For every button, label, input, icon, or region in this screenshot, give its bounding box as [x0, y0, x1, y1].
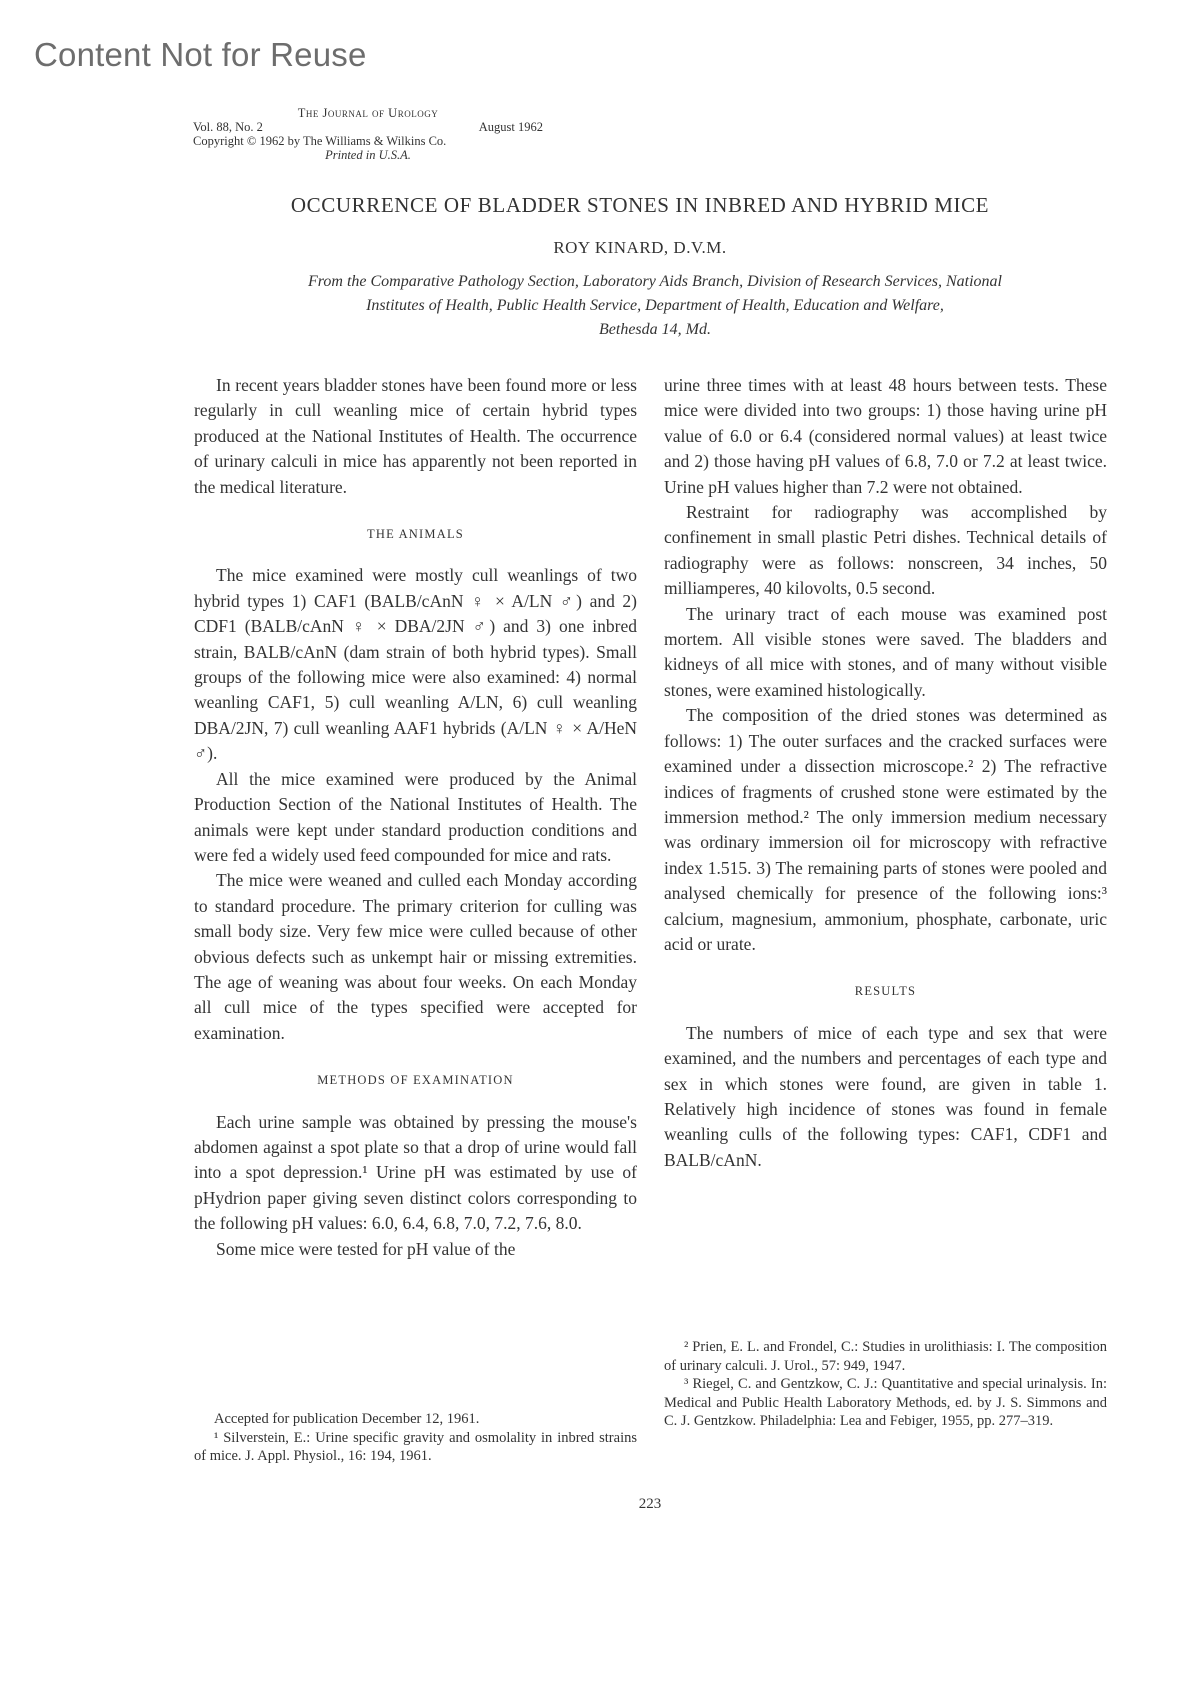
right-column [664, 373, 1107, 1173]
journal-copyright: Copyright © 1962 by The Williams & Wilkins Co. [193, 134, 447, 148]
footnote: ³ Riegel, C. and Gentzkow, C. J.: Quantitative and special urinalysis. In: Medical and Public Health Laboratory Methods, ed. by J. S. Simmons and C. J. Gentzkow. Philadelphia: Lea and Febiger, 1955, pp. 277–319. [664, 1376, 1107, 1429]
journal-volume: Vol. 88, No. 2 [193, 120, 263, 134]
affiliation-line: From the Comparative Pathology Section, Laboratory Aids Branch, Division of Research Services, National [308, 273, 1002, 290]
body-paragraph: The mice were weaned and culled each Monday according to standard procedure. The primary criterion for culling was small body size. Very few mice were culled because of other obvious defects such as unkempt hair or missing extremities. The age of weaning was about four weeks. On each Monday all cull mice of the types specified were accepted for examination. [194, 870, 637, 1043]
section-heading-methods: METHODS OF EXAMINATION [317, 1073, 514, 1088]
body-paragraph: The urinary tract of each mouse was examined post mortem. All visible stones were saved. The bladders and kidneys of all mice with stones, and of many without visible stones, were examined histologically. [664, 603, 1107, 700]
body-paragraph: Some mice were tested for pH value of the [216, 1238, 516, 1259]
footnote: ¹ Silverstein, E.: Urine specific gravity and osmolality in inbred strains of mice. J. Appl. Physiol., 16: 194, 1961. [194, 1429, 637, 1464]
article-author: ROY KINARD, D.V.M. [553, 238, 727, 257]
section-heading-results: RESULTS [854, 984, 917, 999]
footnote: ² Prien, E. L. and Frondel, C.: Studies in urolithiasis: I. The composition of urinary calculi. J. Urol., 57: 949, 1947. [664, 1339, 1107, 1374]
article-affiliation [190, 270, 1120, 342]
body-paragraph: Each urine sample was obtained by pressing the mouse's abdomen against a spot plate so that a drop of urine would fall into a spot depression.¹ Urine pH was estimated by use of pHydrion paper giving seven distinct colors corresponding to the following pH values: 6.0, 6.4, 6.8, 7.0, 7.2, 7.6, 8.0. [194, 1111, 637, 1234]
affiliation-line: Institutes of Health, Public Health Service, Department of Health, Education and Welfare, [366, 297, 944, 314]
body-paragraph: Restraint for radiography was accomplished by confinement in small plastic Petri dishes. Technical details of radiography were as follows: nonscreen, 34 inches, 50 milliamperes, 40 kilovolts, 0.5 second. [664, 502, 1107, 599]
journal-name: The Journal of Urology [297, 106, 439, 120]
affiliation-line: Bethesda 14, Md. [599, 321, 711, 338]
intro-paragraph: In recent years bladder stones have been found more or less regularly in cull weanling mice of certain hybrid types produced at the National Institutes of Health. The occurrence of urinary calculi in mice has apparently not been reported in the medical literature. [194, 375, 637, 497]
journal-date: August 1962 [478, 120, 543, 134]
journal-header [193, 106, 543, 162]
section-heading-animals: THE ANIMALS [367, 527, 464, 542]
body-paragraph: The composition of the dried stones was determined as follows: 1) The outer surfaces and the cracked surfaces were examined under a dissection microscope.² 2) The refractive indices of fragments of crushed stone were estimated by the immersion method.² The only immersion medium necessary was ordinary immersion oil for microscopy with refractive index 1.515. 3) The remaining parts of stones were pooled and analysed chemically for presence of the following ions:³ calcium, magnesium, ammonium, phosphate, carbonate, uric acid or urate. [664, 705, 1107, 954]
watermark-text: Content Not for Reuse [34, 36, 367, 73]
journal-printed: Printed in U.S.A. [325, 148, 411, 162]
body-paragraph: All the mice examined were produced by the Animal Production Section of the National Institutes of Health. The animals were kept under standard production conditions and were fed a widely used feed compounded for mice and rats. [194, 768, 637, 865]
left-column [194, 373, 637, 1262]
article-title: OCCURRENCE OF BLADDER STONES IN INBRED AND HYBRID MICE [290, 193, 990, 217]
footnotes-left [194, 1410, 637, 1466]
footnotes-right [664, 1338, 1107, 1431]
page-number: 223 [638, 1496, 662, 1512]
journal-issue-row [193, 120, 543, 134]
body-paragraph: The numbers of mice of each type and sex that were examined, and the numbers and percentages of each type and sex in which stones were found, are given in table 1. Relatively high incidence of stones was found in female weanling culls of the following types: CAF1, CDF1 and BALB/cAnN. [664, 1022, 1107, 1170]
accepted-note: Accepted for publication December 12, 1961. [214, 1411, 480, 1427]
body-paragraph-continued: urine three times with at least 48 hours between tests. These mice were divided into two groups: 1) those having urine pH value of 6.0 or 6.4 (considered normal values) at least twice and 2) those having pH values of 6.8, 7.0 or 7.2 at least twice. Urine pH values higher than 7.2 were not obtained. [664, 375, 1107, 497]
body-paragraph: The mice examined were mostly cull weanlings of two hybrid types 1) CAF1 (BALB/cAnN ♀ × A/LN ♂) and 2) CDF1 (BALB/cAnN ♀ × DBA/2JN ♂) and 3) one inbred strain, BALB/cAnN (dam strain of both hybrid types). Small groups of the following mice were also examined: 4) normal weanling CAF1, 5) cull weanling A/LN, 6) cull weanling DBA/2JN, 7) cull weanling AAF1 hybrids (A/LN ♀ × A/HeN ♂). [194, 565, 637, 764]
